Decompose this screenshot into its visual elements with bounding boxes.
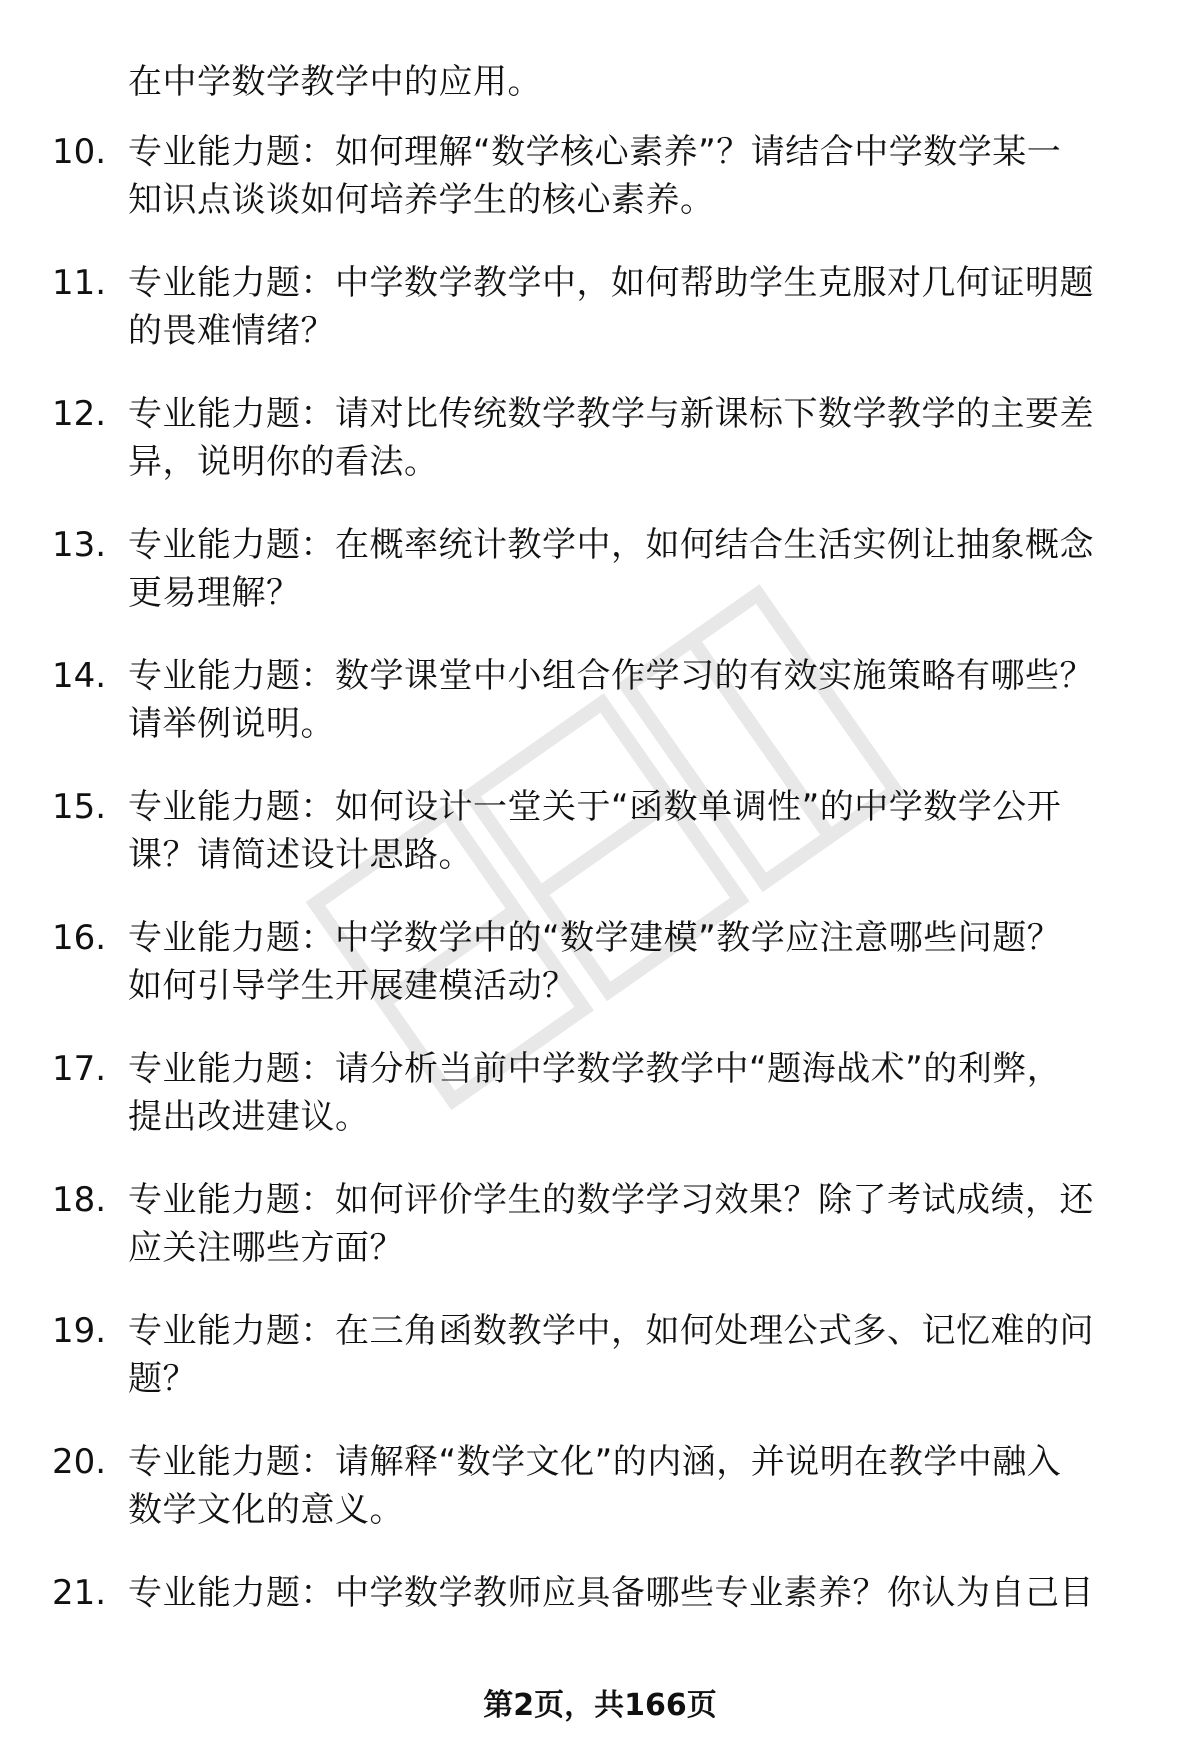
question-text-line: 知识点谈谈如何培养学生的核心素养。 bbox=[128, 180, 715, 220]
question-text-line: 提出改进建议。 bbox=[128, 1097, 370, 1137]
continuation-line: 在中学数学教学中的应用。 bbox=[128, 62, 542, 102]
question-text-line: 专业能力题：如何理解“数学核心素养”？请结合中学数学某一 bbox=[128, 132, 1062, 172]
question-number: 17. bbox=[52, 1049, 107, 1089]
question-number: 19. bbox=[52, 1311, 107, 1351]
question-text-line: 数学文化的意义。 bbox=[128, 1490, 404, 1530]
question-text-line: 专业能力题：请对比传统数学教学与新课标下数学教学的主要差 bbox=[128, 394, 1094, 434]
question-text-line: 请举例说明。 bbox=[128, 704, 335, 744]
page-footer: 第2页，共166页 bbox=[483, 1688, 717, 1723]
question-text-line: 专业能力题：在概率统计教学中，如何结合生活实例让抽象概念 bbox=[128, 525, 1094, 565]
question-text-line: 专业能力题：请解释“数学文化”的内涵，并说明在教学中融入 bbox=[128, 1442, 1062, 1482]
question-number: 21. bbox=[52, 1573, 107, 1613]
question-text-line: 专业能力题：数学课堂中小组合作学习的有效实施策略有哪些？ bbox=[128, 656, 1094, 696]
question-number: 15. bbox=[52, 787, 107, 827]
question-text-line: 的畏难情绪？ bbox=[128, 311, 335, 351]
question-text-line: 专业能力题：中学数学教学中，如何帮助学生克服对几何证明题 bbox=[128, 263, 1094, 303]
question-number: 12. bbox=[52, 394, 107, 434]
question-number: 10. bbox=[52, 132, 107, 172]
question-text-line: 如何引导学生开展建模活动？ bbox=[128, 966, 577, 1006]
question-number: 16. bbox=[52, 918, 107, 958]
question-text-line: 专业能力题：如何评价学生的数学学习效果？除了考试成绩，还 bbox=[128, 1180, 1094, 1220]
question-text-line: 专业能力题：中学数学教师应具备哪些专业素养？你认为自己目 bbox=[128, 1573, 1094, 1613]
question-number: 11. bbox=[52, 263, 107, 303]
question-text-line: 专业能力题：中学数学中的“数学建模”教学应注意哪些问题？ bbox=[128, 918, 1062, 958]
question-text-line: 专业能力题：请分析当前中学数学教学中“题海战术”的利弊， bbox=[128, 1049, 1062, 1089]
question-text-line: 应关注哪些方面？ bbox=[128, 1228, 404, 1268]
question-text-line: 课？请简述设计思路。 bbox=[128, 835, 473, 875]
question-text-line: 异，说明你的看法。 bbox=[128, 442, 439, 482]
question-text-line: 专业能力题：如何设计一堂关于“函数单调性”的中学数学公开 bbox=[128, 787, 1062, 827]
question-text-line: 题？ bbox=[128, 1359, 197, 1399]
question-text-line: 更易理解？ bbox=[128, 573, 301, 613]
question-text-line: 专业能力题：在三角函数教学中，如何处理公式多、记忆难的问 bbox=[128, 1311, 1094, 1351]
question-number: 20. bbox=[52, 1442, 107, 1482]
question-number: 13. bbox=[52, 525, 107, 565]
question-number: 18. bbox=[52, 1180, 107, 1220]
question-number: 14. bbox=[52, 656, 107, 696]
